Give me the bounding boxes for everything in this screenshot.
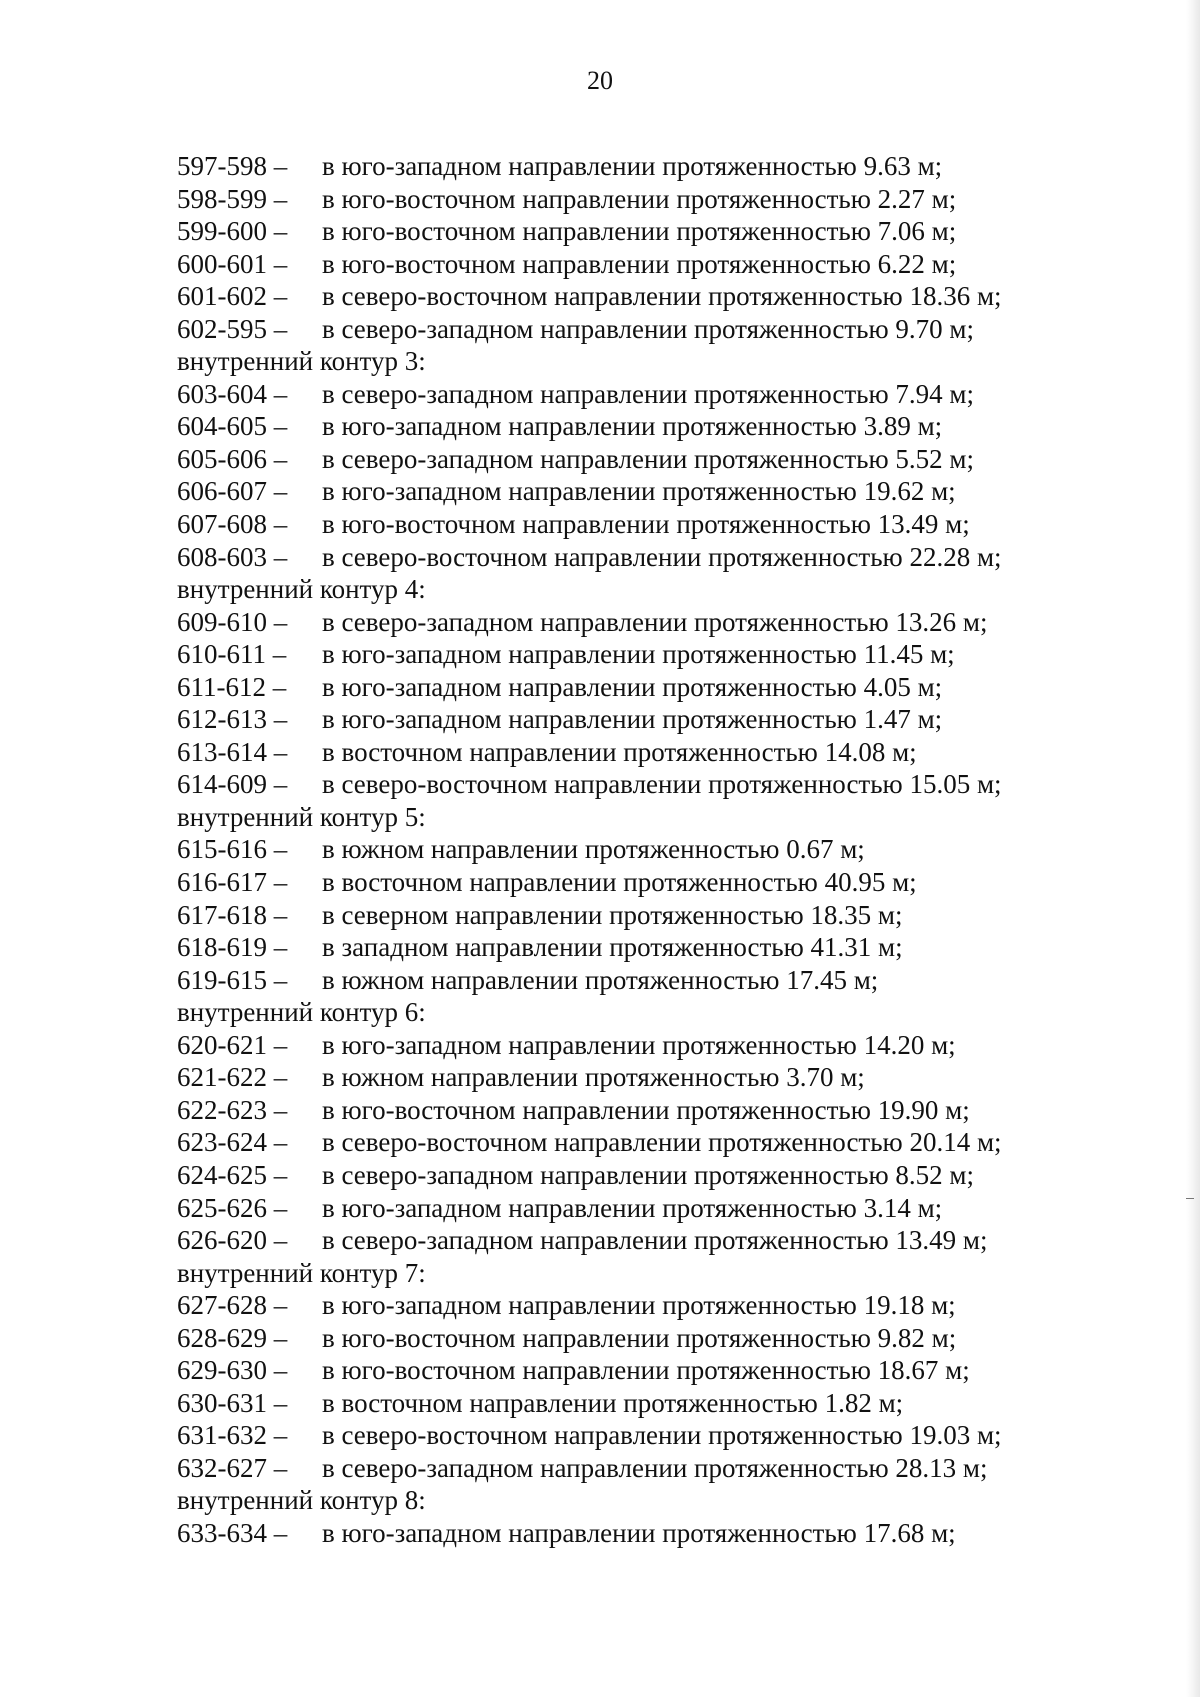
boundary-segment-line xyxy=(177,280,1077,313)
segment-description: в восточном направлении протяженностью 1.82 м; xyxy=(322,1387,904,1418)
segment-description: в юго-восточном направлении протяженностью 2.27 м; xyxy=(322,183,957,214)
segment-points: 599-600 – xyxy=(177,216,288,247)
segment-points: 615-616 – xyxy=(177,834,288,865)
segment-description: в юго-восточном направлении протяженностью 18.67 м; xyxy=(322,1355,970,1386)
boundary-segment-line xyxy=(177,313,1077,346)
boundary-segment-line xyxy=(177,1387,1077,1420)
contour-heading xyxy=(177,345,1077,378)
segment-description: в северо-западном направлении протяженностью 13.49 м; xyxy=(322,1225,988,1256)
segment-points: 600-601 – xyxy=(177,248,288,279)
boundary-segment-line xyxy=(177,1061,1077,1094)
segment-points: 606-607 – xyxy=(177,476,288,507)
segment-points: 628-629 – xyxy=(177,1322,288,1353)
boundary-segment-line xyxy=(177,1126,1077,1159)
segment-points: 622-623 – xyxy=(177,1094,288,1125)
segment-points: 611-612 – xyxy=(177,671,287,702)
boundary-segment-line xyxy=(177,638,1077,671)
boundary-segment-line xyxy=(177,1094,1077,1127)
contour-heading-text: внутренний контур 6: xyxy=(177,997,426,1028)
boundary-segment-line xyxy=(177,1517,1077,1550)
segment-points: 632-627 – xyxy=(177,1452,288,1483)
segment-points: 630-631 – xyxy=(177,1387,288,1418)
boundary-segment-line xyxy=(177,671,1077,704)
segment-points: 603-604 – xyxy=(177,378,288,409)
segment-points: 624-625 – xyxy=(177,1159,288,1190)
segment-points: 614-609 – xyxy=(177,769,288,800)
boundary-segment-line xyxy=(177,768,1077,801)
segment-description: в юго-западном направлении протяженностью 19.62 м; xyxy=(322,476,956,507)
boundary-segment-line xyxy=(177,508,1077,541)
segment-description: в северо-восточном направлении протяженностью 22.28 м; xyxy=(322,541,1002,572)
segment-points: 608-603 – xyxy=(177,541,288,572)
segment-points: 607-608 – xyxy=(177,509,288,540)
contour-heading xyxy=(177,801,1077,834)
segment-description: в юго-западном направлении протяженностью 3.14 м; xyxy=(322,1192,943,1223)
segment-description: в юго-восточном направлении протяженностью 7.06 м; xyxy=(322,216,957,247)
segment-description: в северо-западном направлении протяженностью 13.26 м; xyxy=(322,606,988,637)
segment-description: в северо-восточном направлении протяженностью 20.14 м; xyxy=(322,1127,1002,1158)
segment-points: 623-624 – xyxy=(177,1127,288,1158)
contour-heading-text: внутренний контур 8: xyxy=(177,1485,426,1516)
boundary-segment-line xyxy=(177,541,1077,574)
segment-points: 629-630 – xyxy=(177,1355,288,1386)
segment-points: 617-618 – xyxy=(177,899,288,930)
boundary-segment-line xyxy=(177,1029,1077,1062)
boundary-segment-line xyxy=(177,736,1077,769)
segment-description: в северо-восточном направлении протяженностью 19.03 м; xyxy=(322,1420,1002,1451)
boundary-segment-line xyxy=(177,410,1077,443)
boundary-segment-line xyxy=(177,866,1077,899)
boundary-segment-line xyxy=(177,1419,1077,1452)
boundary-segment-line xyxy=(177,703,1077,736)
segment-description: в северо-восточном направлении протяженностью 18.36 м; xyxy=(322,281,1002,312)
boundary-segment-line xyxy=(177,1354,1077,1387)
boundary-segment-line xyxy=(177,378,1077,411)
segment-description: в юго-восточном направлении протяженностью 19.90 м; xyxy=(322,1094,970,1125)
boundary-segment-line xyxy=(177,1452,1077,1485)
segment-description: в юго-западном направлении протяженностью 17.68 м; xyxy=(322,1517,956,1548)
segment-description: в юго-западном направлении протяженностью 19.18 м; xyxy=(322,1290,956,1321)
segment-points: 626-620 – xyxy=(177,1225,288,1256)
page-number: 20 xyxy=(587,66,613,95)
segment-description: в северном направлении протяженностью 18.35 м; xyxy=(322,899,903,930)
segment-points: 609-610 – xyxy=(177,606,288,637)
contour-heading-text: внутренний контур 5: xyxy=(177,801,426,832)
segment-points: 625-626 – xyxy=(177,1192,288,1223)
segment-description: в северо-западном направлении протяженностью 28.13 м; xyxy=(322,1452,988,1483)
segment-description: в южном направлении протяженностью 17.45 м; xyxy=(322,964,879,995)
segment-points: 602-595 – xyxy=(177,313,288,344)
segment-points: 616-617 – xyxy=(177,867,288,898)
segment-points: 631-632 – xyxy=(177,1420,288,1451)
boundary-segment-line xyxy=(177,1322,1077,1355)
segment-points: 621-622 – xyxy=(177,1062,288,1093)
segment-description: в юго-восточном направлении протяженностью 6.22 м; xyxy=(322,248,957,279)
segment-description: в северо-восточном направлении протяженностью 15.05 м; xyxy=(322,769,1002,800)
contour-heading xyxy=(177,1484,1077,1517)
segment-points: 619-615 – xyxy=(177,964,288,995)
segment-points: 618-619 – xyxy=(177,932,288,963)
segment-description: в юго-западном направлении протяженностью 3.89 м; xyxy=(322,411,943,442)
segment-points: 627-628 – xyxy=(177,1290,288,1321)
segment-description: в северо-западном направлении протяженностью 8.52 м; xyxy=(322,1159,974,1190)
segment-description: в юго-восточном направлении протяженностью 9.82 м; xyxy=(322,1322,957,1353)
contour-heading xyxy=(177,996,1077,1029)
scan-edge-mark xyxy=(1186,1198,1194,1199)
scan-edge-shadow xyxy=(1186,0,1200,1697)
contour-heading-text: внутренний контур 4: xyxy=(177,574,426,605)
segment-description: в юго-западном направлении протяженностью 4.05 м; xyxy=(322,671,943,702)
segment-points: 612-613 – xyxy=(177,704,288,735)
boundary-description-list xyxy=(177,150,1077,1550)
boundary-segment-line xyxy=(177,931,1077,964)
boundary-segment-line xyxy=(177,899,1077,932)
boundary-segment-line xyxy=(177,183,1077,216)
segment-description: в северо-западном направлении протяженностью 7.94 м; xyxy=(322,378,974,409)
boundary-segment-line xyxy=(177,833,1077,866)
segment-points: 604-605 – xyxy=(177,411,288,442)
segment-description: в юго-восточном направлении протяженностью 13.49 м; xyxy=(322,509,970,540)
segment-description: в северо-западном направлении протяженностью 9.70 м; xyxy=(322,313,974,344)
boundary-segment-line xyxy=(177,150,1077,183)
contour-heading-text: внутренний контур 7: xyxy=(177,1257,426,1288)
segment-points: 620-621 – xyxy=(177,1029,288,1060)
boundary-segment-line xyxy=(177,1224,1077,1257)
contour-heading-text: внутренний контур 3: xyxy=(177,346,426,377)
segment-points: 613-614 – xyxy=(177,736,288,767)
boundary-segment-line xyxy=(177,215,1077,248)
boundary-segment-line xyxy=(177,1289,1077,1322)
segment-description: в юго-западном направлении протяженностью 9.63 м; xyxy=(322,151,943,181)
segment-description: в восточном направлении протяженностью 40.95 м; xyxy=(322,867,917,898)
segment-points: 605-606 – xyxy=(177,443,288,474)
boundary-segment-line xyxy=(177,1159,1077,1192)
segment-points: 597-598 – xyxy=(177,151,288,181)
segment-description: в восточном направлении протяженностью 14.08 м; xyxy=(322,736,917,767)
segment-points: 601-602 – xyxy=(177,281,288,312)
segment-description: в западном направлении протяженностью 41.31 м; xyxy=(322,932,903,963)
contour-heading xyxy=(177,573,1077,606)
segment-description: в северо-западном направлении протяженностью 5.52 м; xyxy=(322,443,974,474)
segment-points: 610-611 – xyxy=(177,639,287,670)
segment-description: в южном направлении протяженностью 3.70 м; xyxy=(322,1062,865,1093)
contour-heading xyxy=(177,1257,1077,1290)
segment-description: в южном направлении протяженностью 0.67 м; xyxy=(322,834,865,865)
boundary-segment-line xyxy=(177,606,1077,639)
boundary-segment-line xyxy=(177,964,1077,997)
segment-description: в юго-западном направлении протяженностью 11.45 м; xyxy=(322,639,955,670)
segment-description: в юго-западном направлении протяженностью 1.47 м; xyxy=(322,704,943,735)
boundary-segment-line xyxy=(177,1192,1077,1225)
segment-description: в юго-западном направлении протяженностью 14.20 м; xyxy=(322,1029,956,1060)
segment-points: 598-599 – xyxy=(177,183,288,214)
boundary-segment-line xyxy=(177,475,1077,508)
segment-points: 633-634 – xyxy=(177,1517,288,1548)
boundary-segment-line xyxy=(177,443,1077,476)
boundary-segment-line xyxy=(177,248,1077,281)
